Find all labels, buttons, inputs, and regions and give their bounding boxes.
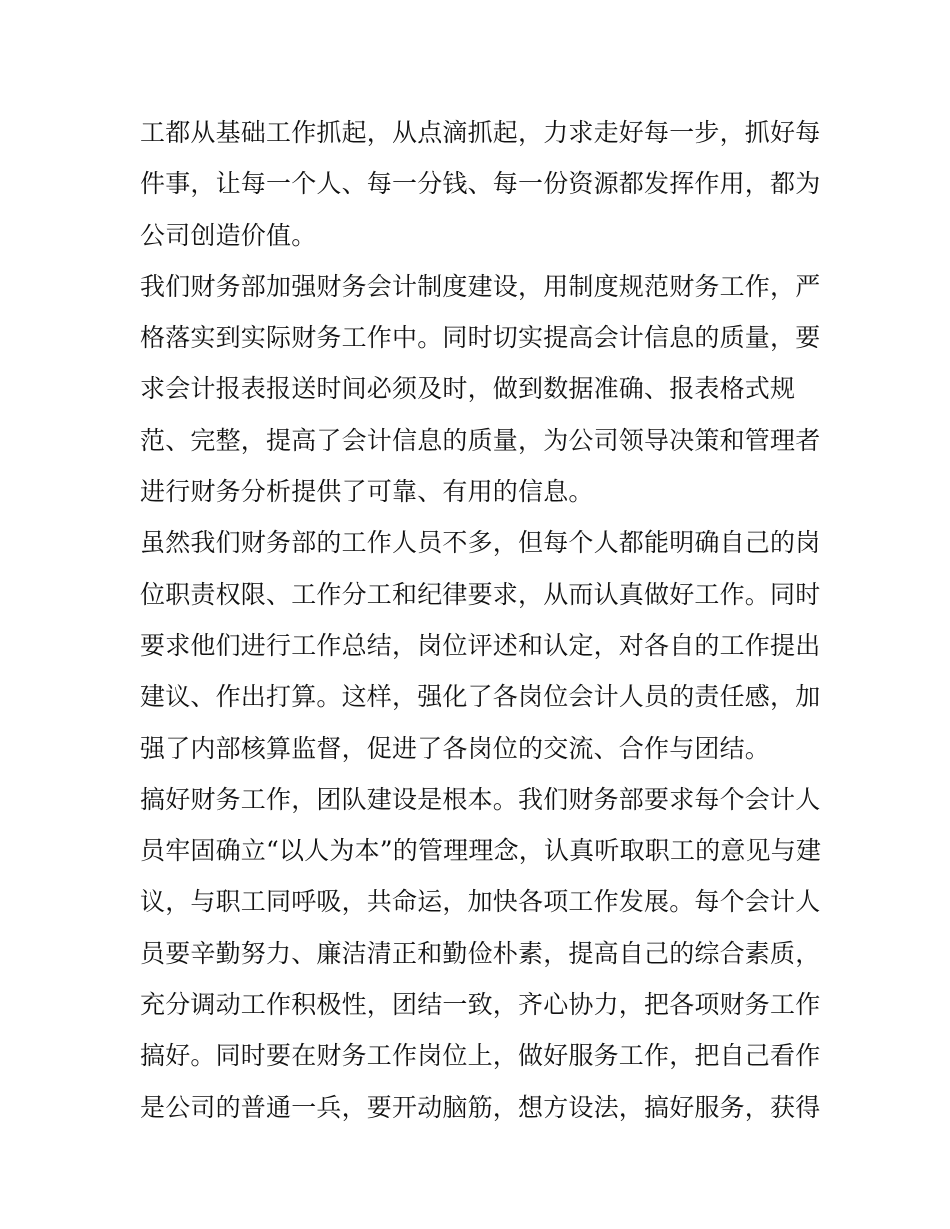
text-line: 员要辛勤努力、廉洁清正和勤俭朴素，提高自己的综合素质，: [140, 938, 821, 968]
text-line: 位职责权限、工作分工和纪律要求，从而认真做好工作。同时: [140, 579, 821, 609]
text-line: 范、完整，提高了会计信息的质量，为公司领导决策和管理者: [140, 425, 821, 455]
text-line: 我们财务部加强财务会计制度建设，用制度规范财务工作，严: [140, 271, 821, 301]
text-line: 议，与职工同呼吸，共命运，加快各项工作发展。每个会计人: [140, 887, 821, 917]
text-line: 是公司的普通一兵，要开动脑筋，想方设法，搞好服务，获得: [140, 1092, 821, 1122]
text-line: 件事，让每一个人、每一分钱、每一份资源都发挥作用，都为: [140, 169, 821, 199]
text-line: 公司创造价值。: [140, 220, 317, 250]
text-line: 搞好财务工作，团队建设是根本。我们财务部要求每个会计人: [140, 784, 821, 814]
text-line: 格落实到实际财务工作中。同时切实提高会计信息的质量，要: [140, 323, 821, 353]
text-line: 建议、作出打算。这样，强化了各岗位会计人员的责任感，加: [140, 682, 821, 712]
text-line: 充分调动工作积极性，团结一致，齐心协力，把各项财务工作: [140, 990, 821, 1020]
body-text: [140, 107, 820, 1133]
text-line: 求会计报表报送时间必须及时，做到数据准确、报表格式规: [140, 374, 796, 404]
text-line: 员牢固确立“以人为本”的管理理念，认真听取职工的意见与建: [140, 836, 822, 866]
text-line: 要求他们进行工作总结，岗位评述和认定，对各自的工作提出: [140, 630, 821, 660]
text-line: 强了内部核算监督，促进了各岗位的交流、合作与团结。: [140, 733, 771, 763]
text-line: 进行财务分析提供了可靠、有用的信息。: [140, 477, 594, 507]
text-line: 搞好。同时要在财务工作岗位上，做好服务工作，把自己看作: [140, 1041, 821, 1071]
text-line: 虽然我们财务部的工作人员不多，但每个人都能明确自己的岗: [140, 528, 821, 558]
text-line: 工都从基础工作抓起，从点滴抓起，力求走好每一步，抓好每: [140, 118, 821, 147]
